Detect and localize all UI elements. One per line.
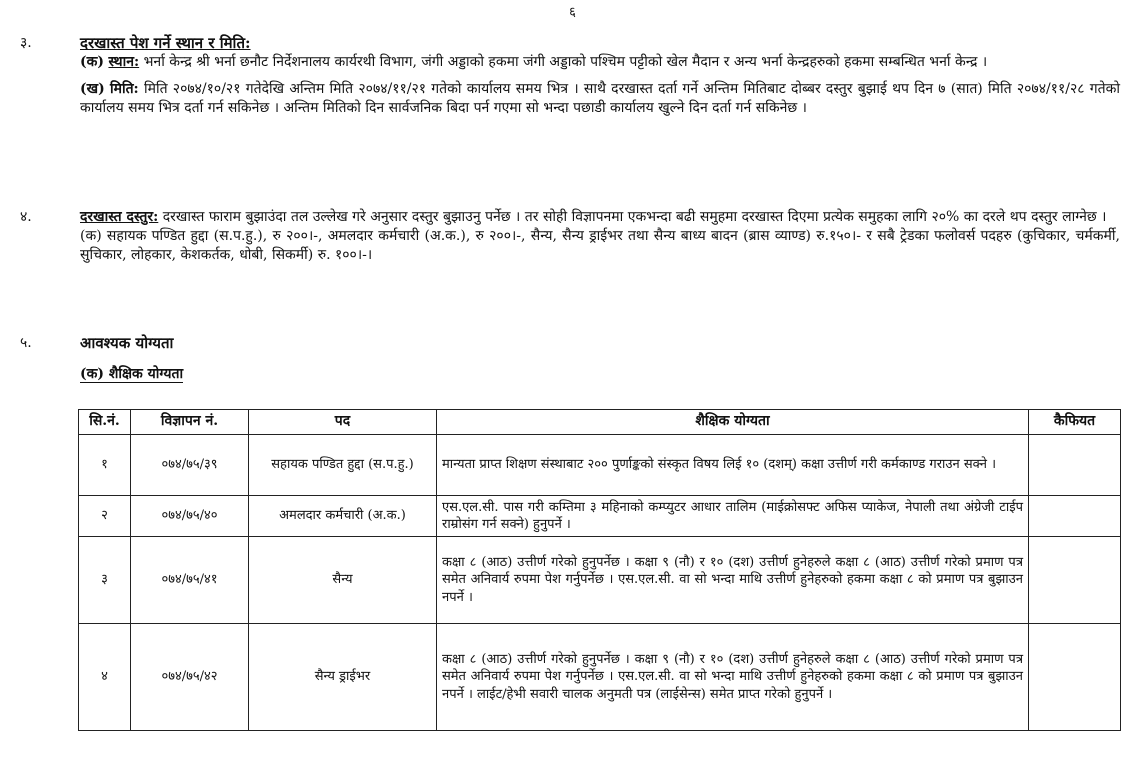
section-3-number: ३. [20,35,32,51]
cell-sn: ३ [79,537,131,624]
section-5-title: आवश्यक योग्यता [80,334,174,352]
section-3-kha-label: मिति: [109,81,139,97]
cell-remarks [1029,537,1121,624]
cell-sn: २ [79,496,131,537]
table-row [79,496,1121,537]
header-sn: सि.नं. [79,410,131,435]
section-4-label: दरखास्त दस्तुर: [80,209,159,225]
cell-qualification: एस.एल.सी. पास गरी कम्तिमा ३ महिनाको कम्प्युटर आधार तालिम (माईक्रोसफ्ट अफिस प्याकेज, नेपाली तथा अंग्रेजी टाईप राम्रोसंग गर्न सक्ने) हुनुपर्ने । [437,496,1029,537]
cell-post: अमलदार कर्मचारी (अ.क.) [249,496,437,537]
section-3-ka-paragraph [80,53,1120,72]
cell-ad-no: ०७४/७५/३९ [131,435,249,496]
section-5-number: ५. [20,335,32,351]
section-5-subtitle-text: (क) शैक्षिक योग्यता [80,366,184,382]
section-3-kha-text: मिति २०७४/१०/२१ गतेदेखि अन्तिम मिति २०७४/११/२१ गतेको कार्यालय समय भित्र । साथै दरखास्त दर्ता गर्ने अन्तिम मितिबाट दोब्बर दस्तुर बुझाई थप दिन ७ (सात) मिति २०७४/११/२८ गतेको कार्यालय समय भित्र दर्ता गर्न सकिनेछ । अन्तिम मितिको दिन सार्वजनिक बिदा पर्न गएमा सो भन्दा पछाडी कार्यालय खुल्ने दिन दर्ता गर्न सकिनेछ । [80,81,1120,116]
page-number: ६ [569,5,576,20]
section-4-ka-paragraph: (क) सहायक पण्डित हुद्दा (स.प.हु.), रु २००।-, अमलदार कर्मचारी (अ.क.), रु २००।-, सैन्य, सैन्य ड्राईभर तथा सैन्य बाध्य बादन (ब्रास व्याण्ड) रु.१५०।- र सबै ट्रेडका फलोवर्स पदहरु (कुचिकार, चर्मकर्मी, सुचिकार, लोहकार, केशकर्तक, धोबी, सिकर्मी) रु. १००।-। [80,228,1120,263]
header-qualification: शैक्षिक योग्यता [437,410,1029,435]
cell-remarks [1029,496,1121,537]
cell-qualification: कक्षा ८ (आठ) उत्तीर्ण गरेको हुनुपर्नेछ । कक्षा ९ (नौ) र १० (दश) उत्तीर्ण हुनेहरुले कक्षा ८ (आठ) उत्तीर्ण गरेको प्रमाण पत्र समेत अनिवार्य रुपमा पेश गर्नुपर्नेछ । एस.एल.सी. वा सो भन्दा माथि उत्तीर्ण हुनेहरुको हकमा कक्षा ८ को प्रमाण पत्र बुझाउन नपर्ने । लाईट/हेभी सवारी चालक अनुमती पत्र (लाईसेन्स) समेत प्राप्त गरेको हुनुपर्ने । [437,624,1029,731]
header-ad-no: विज्ञापन नं. [131,410,249,435]
cell-qualification: मान्यता प्राप्त शिक्षण संस्थाबाट २०० पुर्णाङ्कको संस्कृत विषय लिई १० (दशम्) कक्षा उत्तीर्ण गरी कर्मकाण्ड गराउन सक्ने । [437,435,1029,496]
cell-sn: १ [79,435,131,496]
cell-post: सैन्य ड्राईभर [249,624,437,731]
section-3-title [80,34,1120,53]
section-3-ka-prefix: (क) [80,54,104,70]
table-row [79,435,1121,496]
cell-remarks [1029,435,1121,496]
table-row [79,537,1121,624]
cell-remarks [1029,624,1121,731]
cell-ad-no: ०७४/७५/४० [131,496,249,537]
cell-sn: ४ [79,624,131,731]
cell-post: सैन्य [249,537,437,624]
header-post: पद [249,410,437,435]
table-header-row [79,410,1121,435]
section-4-number: ४. [20,209,32,225]
section-4-text: दरखास्त फाराम बुझाउंदा तल उल्लेख गरे अनुसार दस्तुर बुझाउनु पर्नेछ । तर सोही विज्ञापनमा एकभन्दा बढी समुहमा दरखास्त दिएमा प्रत्येक समुहका लागि २०% का दरले थप दस्तुर लाग्नेछ । [158,209,1107,225]
section-3-kha-prefix: (ख) [80,81,105,97]
cell-qualification: कक्षा ८ (आठ) उत्तीर्ण गरेको हुनुपर्नेछ । कक्षा ९ (नौ) र १० (दश) उत्तीर्ण हुनेहरुले कक्षा ८ (आठ) उत्तीर्ण गरेको प्रमाण पत्र समेत अनिवार्य रुपमा पेश गर्नुपर्नेछ । एस.एल.सी. वा सो भन्दा माथि उत्तीर्ण हुनेहरुको हकमा कक्षा ८ को प्रमाण पत्र बुझाउन नपर्ने । [437,537,1029,624]
cell-post: सहायक पण्डित हुद्दा (स.प.हु.) [249,435,437,496]
section-4-paragraph [80,208,1120,227]
cell-ad-no: ०७४/७५/४२ [131,624,249,731]
table-row [79,624,1121,731]
cell-ad-no: ०७४/७५/४१ [131,537,249,624]
header-remarks: कैफियत [1029,410,1121,435]
section-3-title-text: दरखास्त पेश गर्ने स्थान र मिति: [80,34,251,52]
section-3-ka-text: भर्ना केन्द्र श्री भर्ना छनौट निर्देशनालय कार्यरथी विभाग, जंगी अड्डाको हकमा जंगी अड्डाको पश्चिम पट्टीको खेल मैदान र अन्य भर्ना केन्द्रहरुको हकमा सम्बन्धित भर्ना केन्द्र । [139,54,988,70]
section-3-ka-label: स्थान: [108,54,140,70]
section-3-kha-paragraph [80,80,1120,118]
section-5-subtitle [80,365,1120,384]
qualification-table [78,409,1121,731]
